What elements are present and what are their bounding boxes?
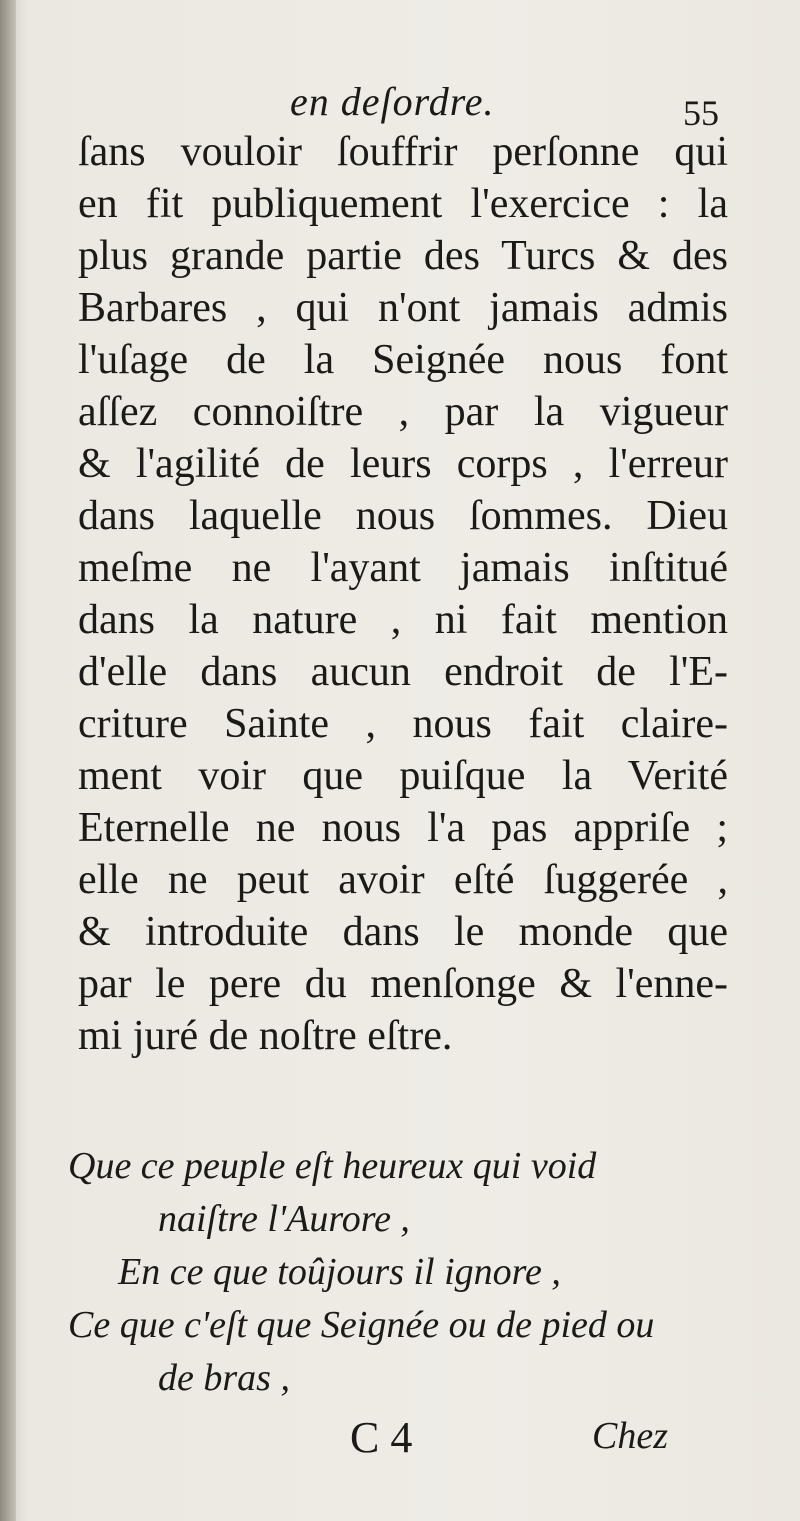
body-line: Eternelle ne nous l'a pas appriſe ;	[78, 805, 728, 851]
body-line: aſſez connoiſtre , par la vigueur	[78, 389, 728, 435]
body-line: elle ne peut avoir eſté ſuggerée ,	[78, 857, 728, 903]
body-line: mi juré de noſtre eſtre.	[78, 1013, 453, 1059]
catchword: Chez	[592, 1415, 668, 1457]
body-line: Barbares , qui n'ont jamais admis	[78, 285, 728, 331]
verse-line: Ce que c'eſt que Seignée ou de pied ou	[68, 1304, 655, 1346]
body-line: dans la nature , ni fait mention	[78, 597, 728, 643]
body-line: criture Sainte , nous fait claire-	[78, 701, 728, 747]
body-line: plus grande partie des Turcs & des	[78, 233, 728, 279]
body-line: l'uſage de la Seignée nous font	[78, 337, 728, 383]
body-line: ment voir que puiſque la Verité	[78, 753, 728, 799]
verse-line: naiſtre l'Aurore ,	[158, 1198, 410, 1240]
body-paragraph	[78, 126, 728, 1062]
signature-mark: C 4	[350, 1413, 413, 1462]
verse-line: En ce que toûjours il ignore ,	[118, 1251, 561, 1293]
verse-line: de bras ,	[158, 1357, 290, 1399]
running-head-title: en deſordre.	[290, 79, 495, 124]
verse-line: Que ce peuple eſt heureux qui void	[68, 1145, 597, 1187]
page-number: 55	[683, 93, 719, 133]
body-line: meſme ne l'ayant jamais inſtitué	[78, 545, 728, 591]
body-line: d'elle dans aucun endroit de l'E-	[78, 649, 728, 695]
body-line: par le pere du menſonge & l'enne-	[78, 961, 728, 1007]
running-head	[0, 70, 800, 133]
body-line: dans laquelle nous ſommes. Dieu	[78, 493, 728, 539]
body-line: en fit publiquement l'exercice : la	[78, 181, 728, 227]
verse-block	[68, 1140, 748, 1405]
body-line: ſans vouloir ſouffrir perſonne qui	[78, 129, 728, 175]
page-gutter-shadow	[0, 0, 16, 1521]
body-line: & introduite dans le monde que	[78, 909, 728, 955]
body-line: & l'agilité de leurs corps , l'erreur	[78, 441, 728, 487]
